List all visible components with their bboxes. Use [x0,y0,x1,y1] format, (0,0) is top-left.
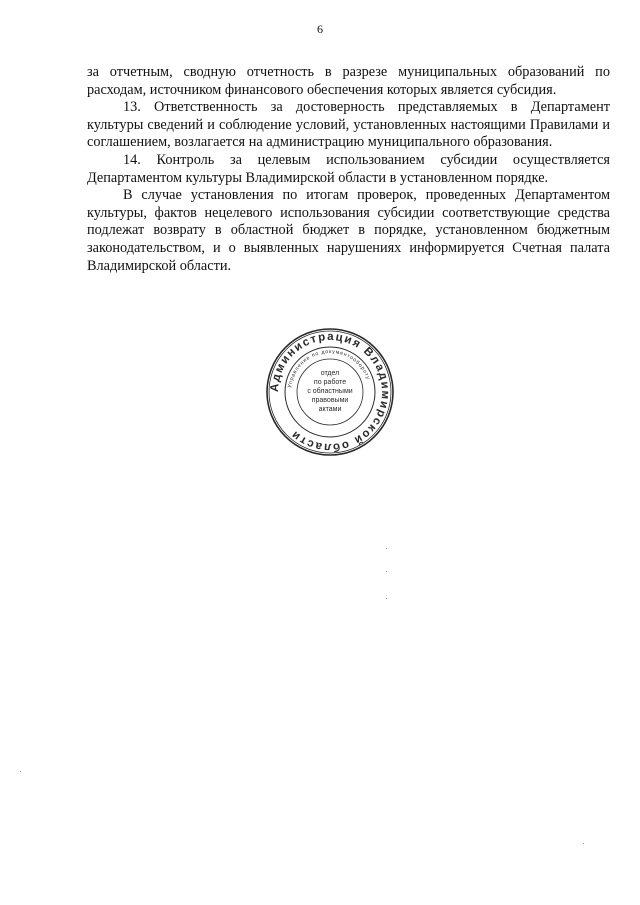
paragraph-13: 13. Ответственность за достоверность представляемых в Департамент культуры сведений и соблюдение условий, установленных настоящими Правилами и соглашением, возлагается на администрацию муниципального образования. [87,99,610,151]
scan-speck [386,548,387,549]
paragraph-continuation: за отчетным, сводную отчетность в разрезе муниципальных образований по расходам, источником финансового обеспечения которых является субсидия. [87,64,610,98]
paragraph-14: 14. Контроль за целевым использованием субсидии осуществляется Департаментом культуры Владимирской области в установленном порядке. [87,151,610,186]
stamp-inner-ring-text: Управление по документообороту [287,348,371,389]
stamp-center-line-2: по работе [313,379,347,386]
scan-speck [386,598,387,599]
stamp-center-line-4: правовыми [311,397,349,404]
scan-speck [583,843,584,844]
stamp-center-line-1: отдел [320,370,340,377]
page-number: 6 [317,22,323,36]
official-stamp [264,326,396,458]
stamp-center-line-3: с областными [307,388,353,395]
paragraph-violations: В случае установления по итогам проверок, проведенных Департаментом культуры, фактов нецелевого использования субсидии соответствующие средства подлежат возврату в областной бюджет в порядке, установленном бюджетным законодательством, и о выявленных нарушениях информируется Счетная палата Владимирской области. [87,187,610,274]
document-body [87,64,610,275]
stamp-outer-text: Администрация Владимирской области [268,330,392,454]
scan-speck [20,771,21,772]
scan-speck [386,571,387,572]
stamp-center-line-5: актами [318,406,342,413]
stamp-seal-graphic [264,326,396,458]
